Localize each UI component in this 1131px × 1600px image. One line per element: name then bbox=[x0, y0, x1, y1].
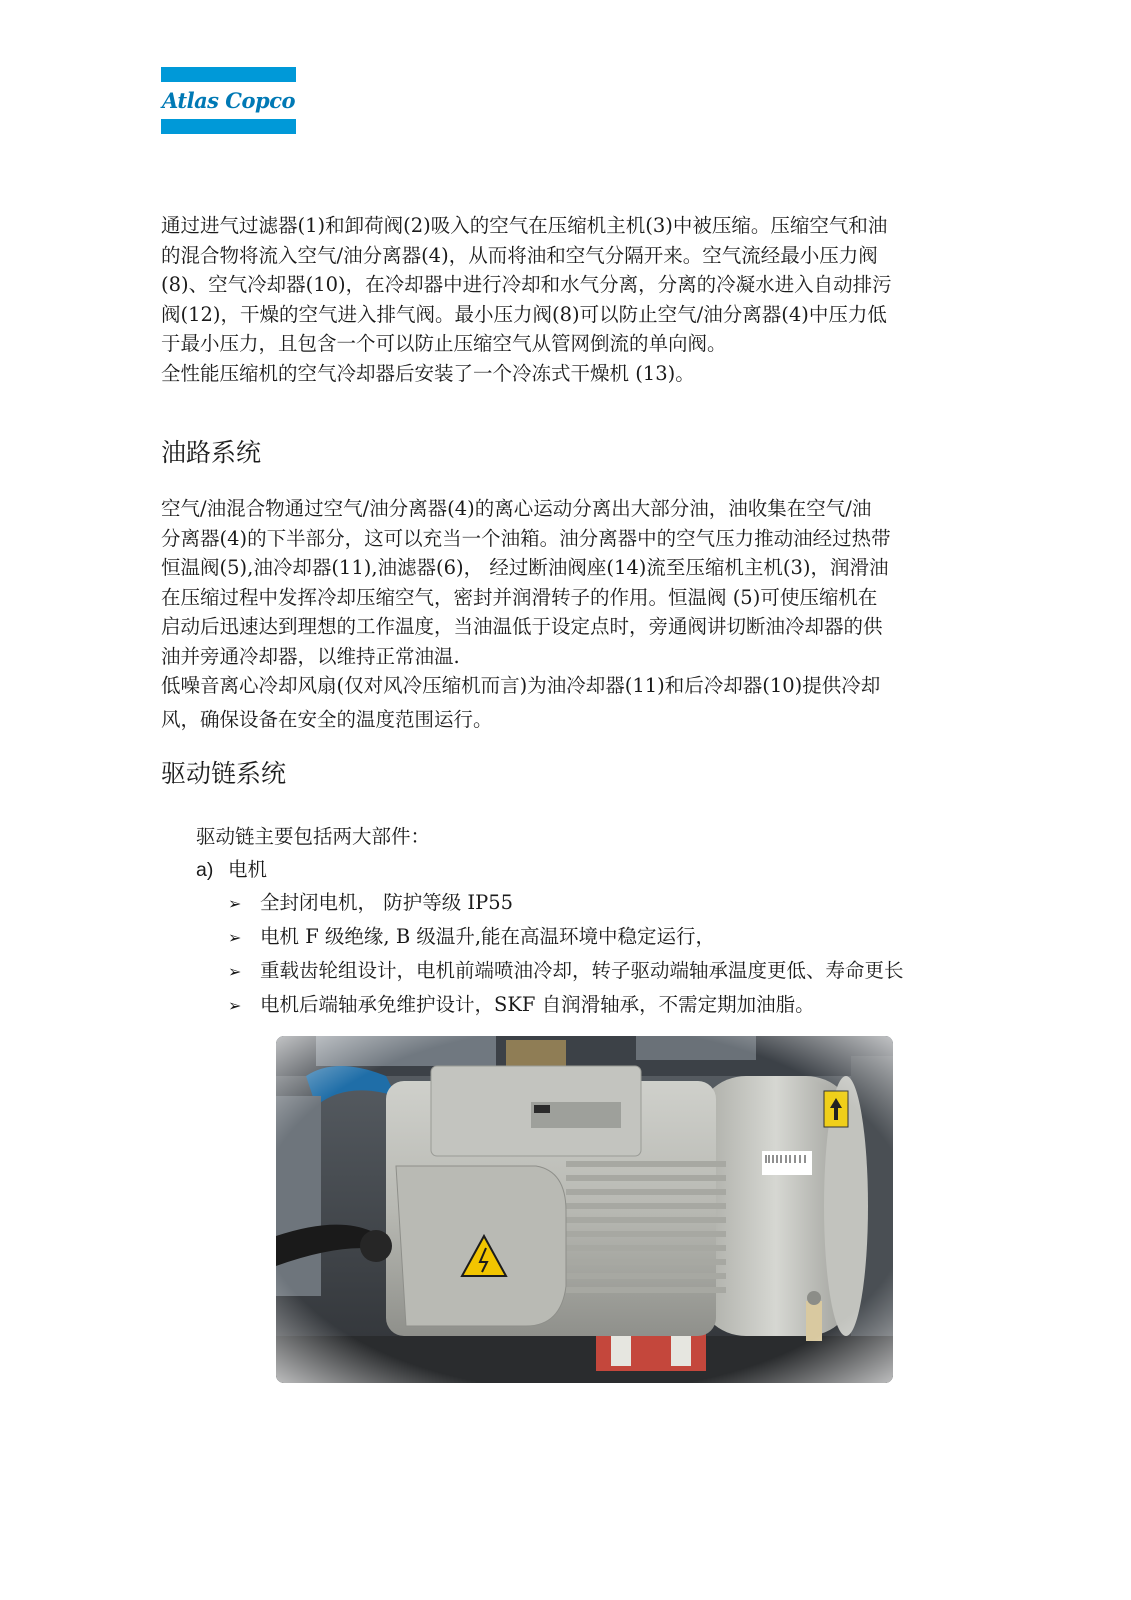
arrow-bullet-icon: ➢ bbox=[228, 928, 242, 947]
text-line: 启动后迅速达到理想的工作温度，当油温低于设定点时，旁通阀讲切断油冷却器的供 bbox=[161, 615, 883, 638]
arrow-bullet-icon: ➢ bbox=[228, 894, 242, 913]
text-line: 恒温阀(5),油冷却器(11),油滤器(6)， 经过断油阀座(14)流至压缩机主机(3)，润滑油 bbox=[161, 556, 889, 579]
text-line: 全性能压缩机的空气冷却器后安装了一个冷冻式干燥机 (13)。 bbox=[161, 361, 695, 385]
list-item-text: 电机 F 级绝缘, B 级温升,能在高温环境中稳定运行， bbox=[260, 925, 716, 948]
motor-photo bbox=[276, 1036, 893, 1383]
list-item-text: 重载齿轮组设计，电机前端喷油冷却，转子驱动端轴承温度更低、寿命更长 bbox=[260, 959, 904, 982]
list-item-text: 全封闭电机， 防护等级 IP55 bbox=[260, 891, 514, 914]
air-system-paragraph bbox=[161, 211, 1021, 388]
text-line: 空气/油混合物通过空气/油分离器(4)的离心运动分离出大部分油，油收集在空气/油 bbox=[161, 497, 872, 520]
arrow-bullet-icon: ➢ bbox=[228, 962, 242, 981]
text-line: 的混合物将流入空气/油分离器(4)，从而将油和空气分隔开来。空气流经最小压力阀 bbox=[161, 243, 878, 267]
list-item bbox=[228, 888, 904, 922]
list-item bbox=[228, 990, 904, 1024]
arrow-bullet-icon: ➢ bbox=[228, 996, 242, 1015]
logo-stripe-top bbox=[161, 67, 296, 82]
logo-wordmark: Atlas Copco bbox=[161, 88, 296, 113]
text-line: 通过进气过滤器(1)和卸荷阀(2)吸入的空气在压缩机主机(3)中被压缩。压缩空气和油 bbox=[161, 214, 888, 237]
text-line: 于最小压力，且包含一个可以防止压缩空气从管网倒流的单向阀。 bbox=[161, 332, 727, 355]
text-line: 在压缩过程中发挥冷却压缩空气，密封并润滑转子的作用。恒温阀 (5)可使压缩机在 bbox=[161, 585, 878, 609]
sub-item-marker: a) bbox=[196, 859, 214, 881]
list-item bbox=[228, 922, 904, 956]
list-item-text: 电机后端轴承免维护设计，SKF 自润滑轴承，不需定期加油脂。 bbox=[260, 993, 815, 1016]
list-item bbox=[228, 956, 904, 990]
logo-stripe-bottom bbox=[161, 119, 296, 134]
text-line: 低噪音离心冷却风扇(仅对风冷压缩机而言)为油冷却器(11)和后冷却器(10)提供冷却 bbox=[161, 674, 881, 697]
text-line: 阀(12)，干燥的空气进入排气阀。最小压力阀(8)可以防止空气/油分离器(4)中压力低 bbox=[161, 302, 887, 326]
drive-intro-text: 驱动链主要包括两大部件： bbox=[196, 825, 431, 848]
motor-feature-list bbox=[228, 888, 904, 1024]
text-line: 分离器(4)的下半部分，这可以充当一个油箱。油分离器中的空气压力推动油经过热带 bbox=[161, 526, 891, 550]
text-line: 风，确保设备在安全的温度范围运行。 bbox=[161, 707, 493, 731]
sub-item-label: 电机 bbox=[228, 858, 268, 881]
drive-system-heading: 驱动链系统 bbox=[161, 759, 287, 788]
text-line: 油并旁通冷却器，以维持正常油温. bbox=[161, 644, 460, 668]
oil-system-paragraph bbox=[161, 494, 1021, 734]
sub-item-motor bbox=[196, 855, 267, 885]
oil-system-heading: 油路系统 bbox=[161, 438, 262, 467]
atlas-copco-logo bbox=[161, 67, 296, 134]
text-line: (8)、空气冷却器(10)，在冷却器中进行冷却和水气分离，分离的冷凝水进入自动排污 bbox=[161, 273, 892, 296]
